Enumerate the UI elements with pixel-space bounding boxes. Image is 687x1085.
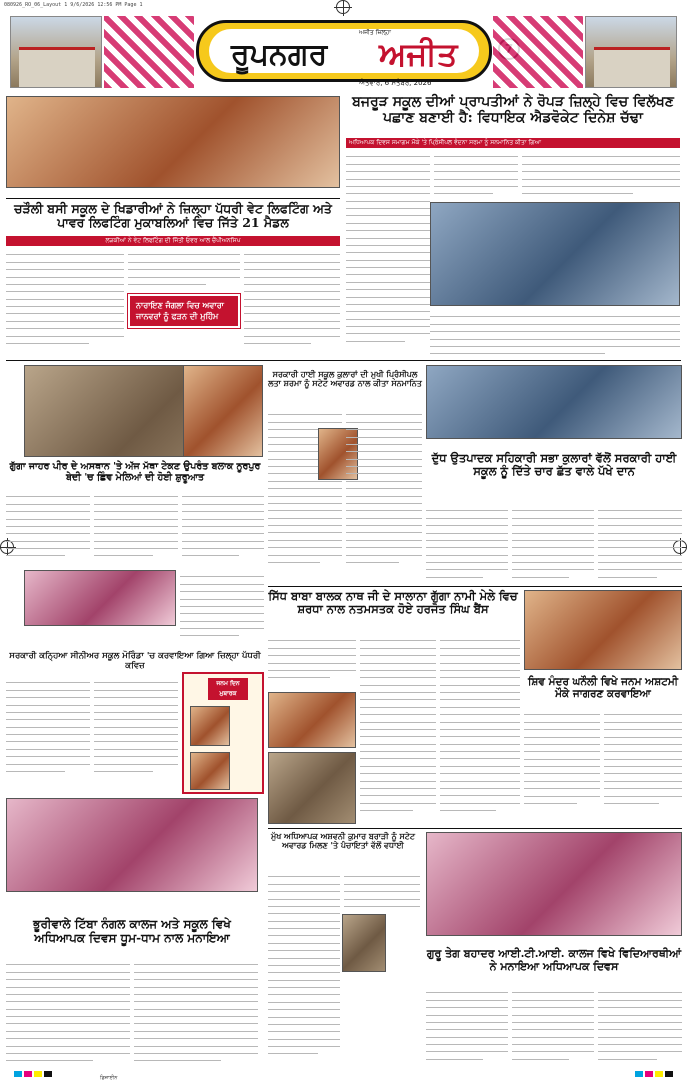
birthday-title: ਜਨਮ ਦਿਨ ਮੁਬਾਰਕ — [208, 678, 248, 700]
group-photo-teachers — [6, 96, 340, 188]
teacher-award-body-col2 — [346, 408, 422, 574]
masthead-photo-left — [10, 16, 102, 88]
shiv-mandir-body-col2 — [604, 708, 682, 820]
teacher-award-headline: ਸਰਕਾਰੀ ਹਾਈ ਸਕੂਲ ਕੁਲਾਰਾਂ ਦੀ ਮੁਖੀ ਪ੍ਰਿੰਸੀਪਲ ਲਤਾ ਸ਼ਰਮਾ ਨੂੰ ਸਟੇਟ ਅਵਾਰਡ ਨਾਲ ਕੀਤਾ ਸਨਮਾਨਿਤ — [268, 369, 422, 389]
girls-school-body-col2 — [94, 676, 178, 782]
sports-body-col1 — [6, 248, 124, 356]
divider — [268, 586, 682, 587]
color-bar-black — [665, 1071, 673, 1077]
sports-subhead: ਲੜਕੀਆਂ ਨੇ ਵੇਟ ਲਿਫਟਿੰਗ ਦੀ ਜਿੱਤੀ ਓਵਰ ਆਲ ਚੈਂਪੀਅਨਸਿਪ — [6, 236, 340, 246]
page-slug: 080926_RO_06_Layout 1 9/6/2026 12:56 PM Page 1 — [4, 2, 143, 8]
dairy-body-col1 — [426, 504, 508, 584]
lead-subhead: ਅਧਿਆਪਕ ਦਿਵਸ ਸਮਾਗਮ ਮੌਕੇ 'ਤੇ ਪ੍ਰਿੰਸੀਪਲ ਵੰਦਨਾ ਸਰਮਾ ਨੂੰ ਸਨਮਾਨਿਤ ਕੀਤਾ ਗਿਆ — [346, 138, 680, 148]
principal-body-col1 — [268, 870, 340, 1066]
gugga-body-col3 — [182, 490, 264, 568]
masthead-banner — [196, 20, 492, 87]
color-bar-magenta — [645, 1071, 653, 1077]
masthead-pattern-right — [493, 16, 583, 88]
iti-headline: ਗੁਰੂ ਤੇਗ ਬਹਾਦਰ ਆਈ.ਟੀ.ਆਈ. ਕਾਲਜ ਵਿਖੇ ਵਿਦਿਆਰਥੀਆਂ ਨੇ ਮਨਾਇਆ ਅਧਿਆਪਕ ਦਿਵਸ — [426, 947, 682, 973]
gugga-headline: ਗੁੱਗਾ ਜਾਹਰ ਪੀਰ ਦੇ ਅਸਥਾਨ 'ਤੇ ਅੱਜ ਮੱਥਾ ਟੇਕਣ ਉਪਰੰਤ ਬਲਾਕ ਨੂਰਪੁਰ ਬੇਦੀ 'ਚ ਛਿੰਞ ਮੇਲਿਆਂ ਦੀ ਹੋਈ ਸ਼ੁਰੂਆਤ — [9, 461, 261, 483]
shiv-mandir-body-col1 — [524, 708, 600, 820]
masthead-paper-name: ਅਜੀਤ — [379, 35, 458, 73]
shiv-mandir-photo — [524, 590, 682, 670]
lead-headline: ਬਜਰੂੜ ਸਕੂਲ ਦੀਆਂ ਪ੍ਰਾਪਤੀਆਂ ਨੇ ਰੋਪੜ ਜ਼ਿਲ੍ਹੇ ਵਿਚ ਵਿਲੱਖਣ ਪਛਾਣ ਬਣਾਈ ਹੈ: ਵਿਧਾਇਕ ਐਡਵੋਕੇਟ ਦਿਨੇਸ਼ ਚੱਢਾ — [352, 94, 674, 127]
girls-school-headline: ਸਰਕਾਰੀ ਕਨ੍ਹਿਆ ਸੀਨੀਅਰ ਸਕੂਲ ਮੋਰਿੰਡਾ 'ਚ ਕਰਵਾਇਆ ਗਿਆ ਜ਼ਿਲ੍ਹਾ ਪੱਧਰੀ ਕਵਿਜ਼ — [9, 651, 261, 671]
gugga-photo-side — [183, 365, 263, 457]
color-bar-yellow — [34, 1071, 42, 1077]
girls-school-photo — [24, 570, 176, 626]
masthead — [0, 12, 687, 92]
iti-body-col2 — [512, 986, 594, 1068]
sidh-mela-photo-1 — [268, 692, 356, 748]
sidh-mela-body-col3 — [440, 634, 520, 824]
lead-body-col3 — [522, 150, 680, 200]
masthead-place: ਰੂਪਨਗਰ — [231, 37, 328, 72]
lead-body-col1 — [346, 150, 430, 355]
lead-photo — [430, 202, 680, 306]
birthday-photo-1 — [190, 706, 230, 746]
divider — [268, 828, 682, 829]
divider — [6, 198, 340, 199]
teachers-day-headline: ਭੂਰੀਵਾਲੇ ਟਿੱਬਾ ਨੰਗਲ ਕਾਲਜ ਅਤੇ ਸਕੂਲ ਵਿਖੇ ਅਧਿਆਪਕ ਦਿਵਸ ਧੂਮ-ਧਾਮ ਨਾਲ ਮਨਾਇਆ — [33, 917, 231, 945]
birthday-photo-2 — [190, 752, 230, 790]
principal-body-col2 — [344, 870, 420, 1066]
sidh-mela-body-col2 — [360, 634, 436, 824]
color-bar-yellow — [655, 1071, 663, 1077]
shiv-mandir-headline: ਸ਼ਿਵ ਮੰਦਰ ਘਨੌਲੀ ਵਿਖੇ ਜਨਮ ਅਸ਼ਟਮੀ ਮੌਕੇ ਜਾਗਰਣ ਕਰਵਾਇਆ — [528, 676, 678, 701]
sports-callout: ਨਾਰਾਇਣ ਜੰਗਲਾ ਵਿਚ ਅਵਾਰਾ ਜਾਨਵਰਾਂ ਨੂੰ ਫੜਨ ਦੀ ਮੁਹਿੰਮ — [128, 294, 240, 328]
divider — [6, 360, 681, 361]
girls-school-body-side — [180, 570, 264, 646]
gugga-body-col2 — [94, 490, 178, 568]
color-bar-cyan — [14, 1071, 22, 1077]
girls-school-body-col1 — [6, 676, 90, 782]
masthead-super-label: ਅਜੀਤ ਜ਼ਿਲ੍ਹਾ — [359, 29, 391, 36]
iti-photo — [426, 832, 682, 936]
color-bar-magenta — [24, 1071, 32, 1077]
dairy-body-col2 — [512, 504, 594, 584]
iti-body-col3 — [598, 986, 682, 1068]
sports-body-col3 — [244, 248, 340, 356]
dairy-body-col3 — [598, 504, 682, 584]
gugga-body-col1 — [6, 490, 90, 568]
teachers-day-photo — [6, 798, 258, 892]
masthead-pattern-left — [104, 16, 194, 88]
dairy-headline: ਦੁੱਧ ਉਤਪਾਦਕ ਸਹਿਕਾਰੀ ਸਭਾ ਕੁਲਾਰਾਂ ਵੱਲੋਂ ਸਰਕਾਰੀ ਹਾਈ ਸਕੂਲ ਨੂੰ ਦਿੱਤੇ ਚਾਰ ਛੱਤ ਵਾਲੇ ਪੱਖੇ ਦਾਨ — [431, 451, 677, 479]
sports-headline: ਚੜੌਲੀ ਬਸੀ ਸਕੂਲ ਦੇ ਖਿਡਾਰੀਆਂ ਨੇ ਜ਼ਿਲ੍ਹਾ ਪੱਧਰੀ ਵੇਟ ਲਿਫਟਿੰਗ ਅਤੇ ਪਾਵਰ ਲਿਫਟਿੰਗ ਮੁਕਾਬਲਿਆਂ ਵਿਚ ਜਿੱਤੇ 21 ਮੈਡਲ — [14, 201, 332, 231]
dairy-photo — [426, 365, 682, 439]
lead-body-col4 — [430, 310, 680, 356]
footer-slug: ਡਿਜ਼ਾਈਨ — [100, 1075, 118, 1081]
iti-body-col1 — [426, 986, 508, 1068]
birthday-box — [182, 672, 264, 794]
lead-body-col2 — [434, 150, 518, 200]
principal-headline: ਮੁੱਖ ਅਧਿਆਪਕ ਅਸ਼ਵਨੀ ਕੁਮਾਰ ਬਰਾੜੀ ਨੂੰ ਸਟੇਟ ਅਵਾਰਡ ਮਿਲਣ 'ਤੇ ਪੰਚਾਇਤਾਂ ਵੱਲੋਂ ਵਧਾਈ — [270, 831, 416, 851]
color-bar-black — [44, 1071, 52, 1077]
teachers-day-body-col2 — [134, 958, 258, 1068]
sidh-mela-photo-2 — [268, 752, 356, 824]
sidh-mela-body-col1 — [268, 634, 356, 688]
color-bar-cyan — [635, 1071, 643, 1077]
sports-body-col2 — [128, 248, 240, 292]
masthead-date: ਐਤਵਾਰ, 6 ਸਤੰਬਰ, 2026 — [359, 79, 432, 87]
sidh-mela-headline: ਸਿੱਧ ਬਾਬਾ ਬਾਲਕ ਨਾਥ ਜੀ ਦੇ ਸਾਲਾਨਾ ਗੁੱਗਾ ਨਾਮੀ ਮੇਲੇ ਵਿਚ ਸ਼ਰਧਾ ਨਾਲ ਨਤਮਸਤਕ ਹੋਏ ਹਰਜੋਤ ਸਿੰਘ ਬੈਂਸ — [268, 589, 518, 617]
teachers-day-body-col1 — [6, 958, 130, 1068]
masthead-photo-right — [585, 16, 677, 88]
